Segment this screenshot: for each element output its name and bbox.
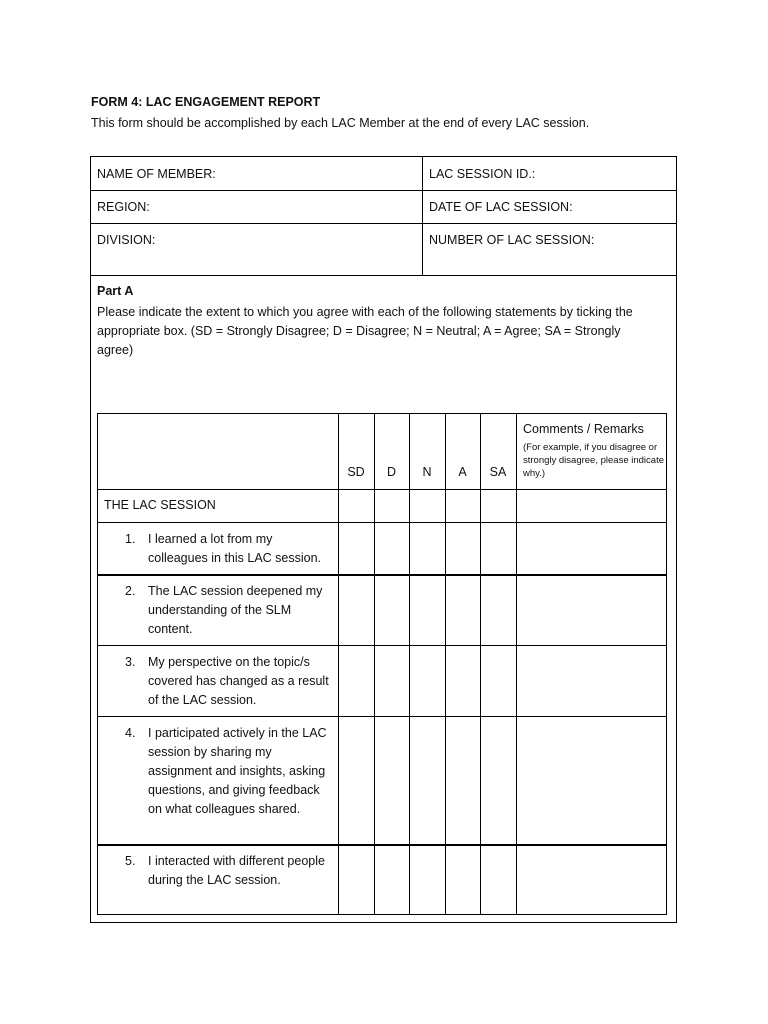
statement-text: I interacted with different people during the LAC session. — [148, 854, 325, 887]
form-subtitle: This form should be accomplished by each LAC Member at the end of every LAC session. — [91, 116, 590, 130]
statement-row — [125, 653, 335, 710]
lac-session-id-field[interactable]: LAC SESSION ID.: — [429, 167, 536, 181]
divider — [98, 645, 666, 646]
statement-text: The LAC session deepened my understanding of the SLM content. — [148, 584, 323, 636]
number-of-lac-session-field[interactable]: NUMBER OF LAC SESSION: — [429, 233, 595, 247]
divider — [91, 190, 676, 191]
statement-number: 1. — [125, 532, 136, 546]
section-label: THE LAC SESSION — [104, 498, 216, 512]
region-field[interactable]: REGION: — [97, 200, 150, 214]
statement-number: 5. — [125, 854, 136, 868]
statement-text: I learned a lot from my colleagues in this LAC session. — [148, 532, 322, 565]
statement-row — [125, 724, 335, 819]
remarks-header: Comments / Remarks — [523, 422, 644, 436]
form-title: FORM 4: LAC ENGAGEMENT REPORT — [91, 95, 321, 109]
col-header-a: A — [458, 465, 467, 479]
divider — [98, 489, 666, 490]
col-header-d: D — [386, 465, 397, 479]
statement-text: I participated actively in the LAC session by sharing my assignment and insights, asking questions, and giving feedback on what colleagues shared. — [148, 726, 327, 816]
statement-row — [125, 852, 335, 890]
part-a-title: Part A — [97, 284, 134, 298]
part-a-instructions: Please indicate the extent to which you agree with each of the following statements by ticking the appropriate box. (SD = Strongly Disagree; D = Disagree; N = Neutral; A = Agree; SA = Strongly agree) — [97, 305, 633, 357]
statement-number: 3. — [125, 655, 136, 669]
divider — [91, 223, 676, 224]
remarks-note: (For example, if you disagree or strongly disagree, please indicate why.) — [523, 442, 665, 479]
col-header-n: N — [422, 465, 432, 479]
rating-table — [97, 413, 667, 915]
statement-text: My perspective on the topic/s covered has changed as a result of the LAC session. — [148, 655, 329, 707]
division-field[interactable]: DIVISION: — [97, 233, 156, 247]
divider — [98, 522, 666, 523]
divider — [422, 157, 423, 275]
statement-row — [125, 582, 335, 639]
date-of-lac-session-field[interactable]: DATE OF LAC SESSION: — [429, 200, 573, 214]
statement-number: 2. — [125, 584, 136, 598]
col-header-sa: SA — [489, 465, 507, 479]
divider — [91, 275, 676, 276]
divider — [98, 844, 666, 846]
statement-row — [125, 530, 335, 568]
statement-number: 4. — [125, 726, 136, 740]
divider — [98, 574, 666, 576]
divider — [98, 716, 666, 717]
name-of-member-field[interactable]: NAME OF MEMBER: — [97, 167, 216, 181]
col-header-sd: SD — [347, 465, 365, 479]
